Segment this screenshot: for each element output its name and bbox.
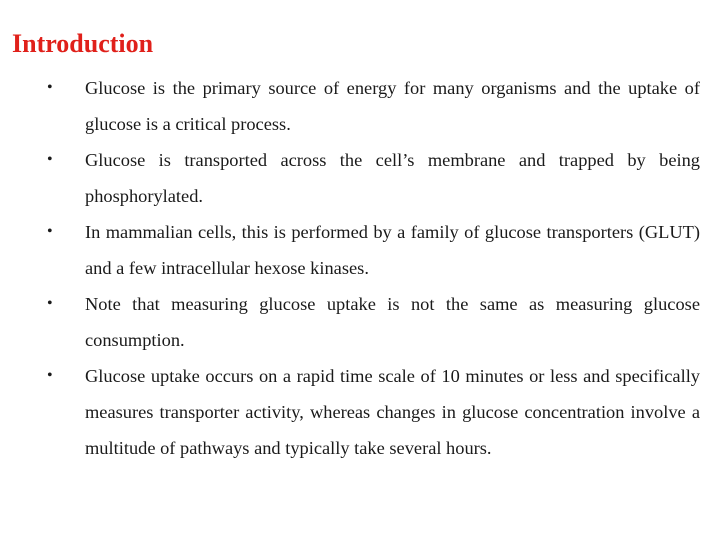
bullet-item <box>0 358 720 466</box>
bullet-dot-icon: • <box>47 151 53 168</box>
bullet-item <box>0 142 720 214</box>
bullet-dot-icon: • <box>47 367 53 384</box>
bullet-text: Note that measuring glucose uptake is not the same as measuring glucose consumption. <box>85 294 700 350</box>
bullet-list <box>0 70 720 466</box>
bullet-item <box>0 214 720 286</box>
bullet-dot-icon: • <box>47 223 53 240</box>
bullet-dot-icon: • <box>47 295 53 312</box>
bullet-text: Glucose is transported across the cell’s membrane and trapped by being phosphorylated. <box>85 150 700 206</box>
bullet-item <box>0 286 720 358</box>
bullet-text: Glucose is the primary source of energy for many organisms and the uptake of glucose is a critical process. <box>85 78 700 134</box>
bullet-text: Glucose uptake occurs on a rapid time scale of 10 minutes or less and specifically measures transporter activity, whereas changes in glucose concentration involve a multitude of pathways and typically take several hours. <box>85 366 700 458</box>
slide-title: Introduction <box>12 29 154 58</box>
bullet-item <box>0 70 720 142</box>
bullet-dot-icon: • <box>47 79 53 96</box>
bullet-text: In mammalian cells, this is performed by a family of glucose transporters (GLUT) and a few intracellular hexose kinases. <box>85 222 700 278</box>
